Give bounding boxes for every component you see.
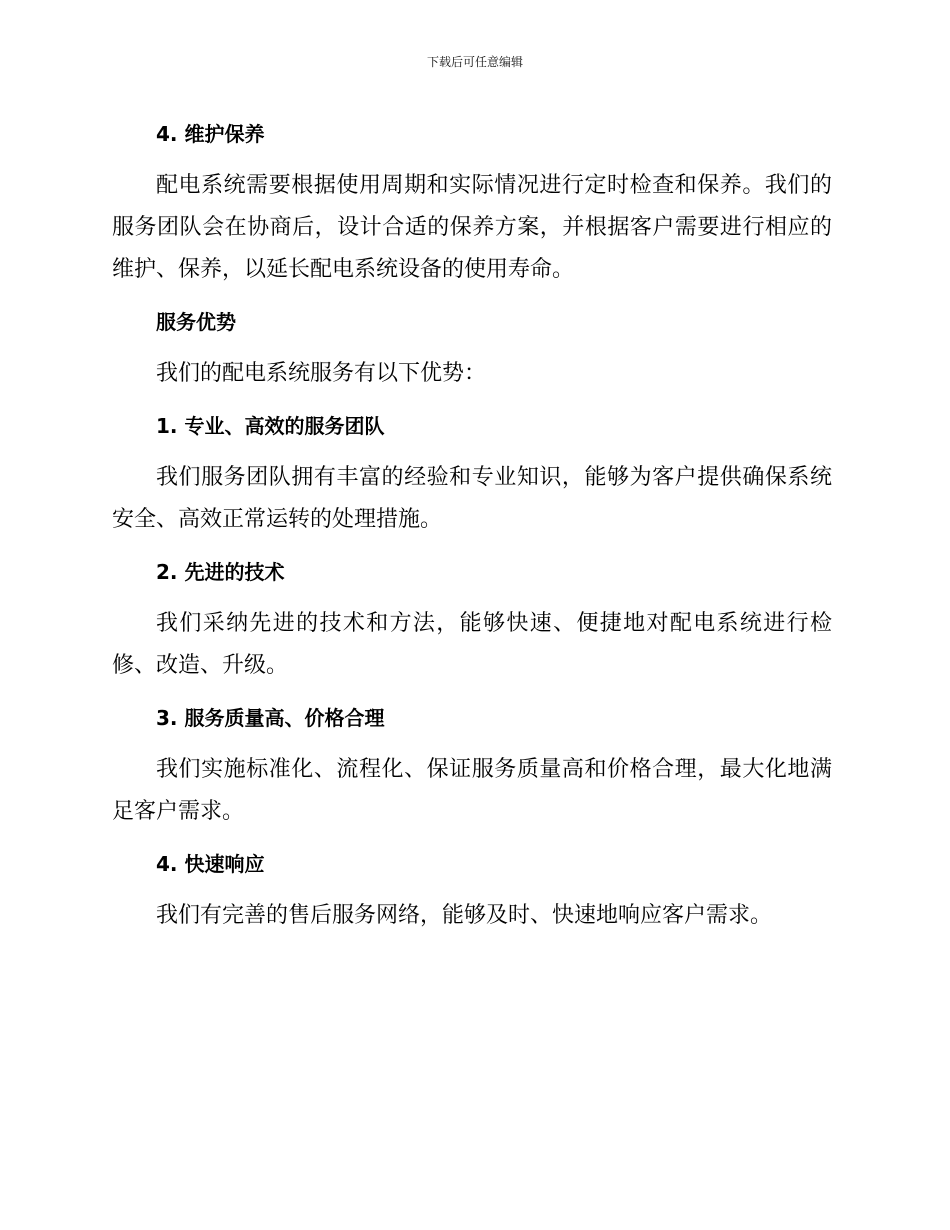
paragraph-team: 我们服务团队拥有丰富的经验和专业知识，能够为客户提供确保系统安全、高效正常运转的处理措施。 (112, 465, 832, 532)
paragraph-quality-price: 我们实施标准化、流程化、保证服务质量高和价格合理，最大化地满足客户需求。 (112, 757, 832, 824)
paragraph-technology: 我们采纳先进的技术和方法，能够快速、便捷地对配电系统进行检修、改造、升级。 (112, 611, 832, 678)
document-body (112, 113, 832, 947)
section-heading-maintenance: 4. 维护保养 (156, 122, 265, 146)
section-heading-technology: 2. 先进的技术 (156, 560, 285, 584)
paragraph-maintenance: 配电系统需要根据使用周期和实际情况进行定时检查和保养。我们的服务团队会在协商后，设计合适的保养方案，并根据客户需要进行相应的维护、保养，以延长配电系统设备的使用寿命。 (112, 173, 832, 282)
section-heading-team: 1. 专业、高效的服务团队 (156, 414, 385, 438)
paragraph-advantages-intro: 我们的配电系统服务有以下优势： (156, 361, 487, 386)
page-header-note: 下载后可任意编辑 (426, 55, 523, 69)
section-heading-fast-response: 4. 快速响应 (156, 852, 265, 876)
section-heading-quality-price: 3. 服务质量高、价格合理 (156, 706, 385, 730)
paragraph-fast-response: 我们有完善的售后服务网络，能够及时、快速地响应客户需求。 (156, 903, 773, 928)
section-heading-advantages: 服务优势 (156, 310, 236, 334)
